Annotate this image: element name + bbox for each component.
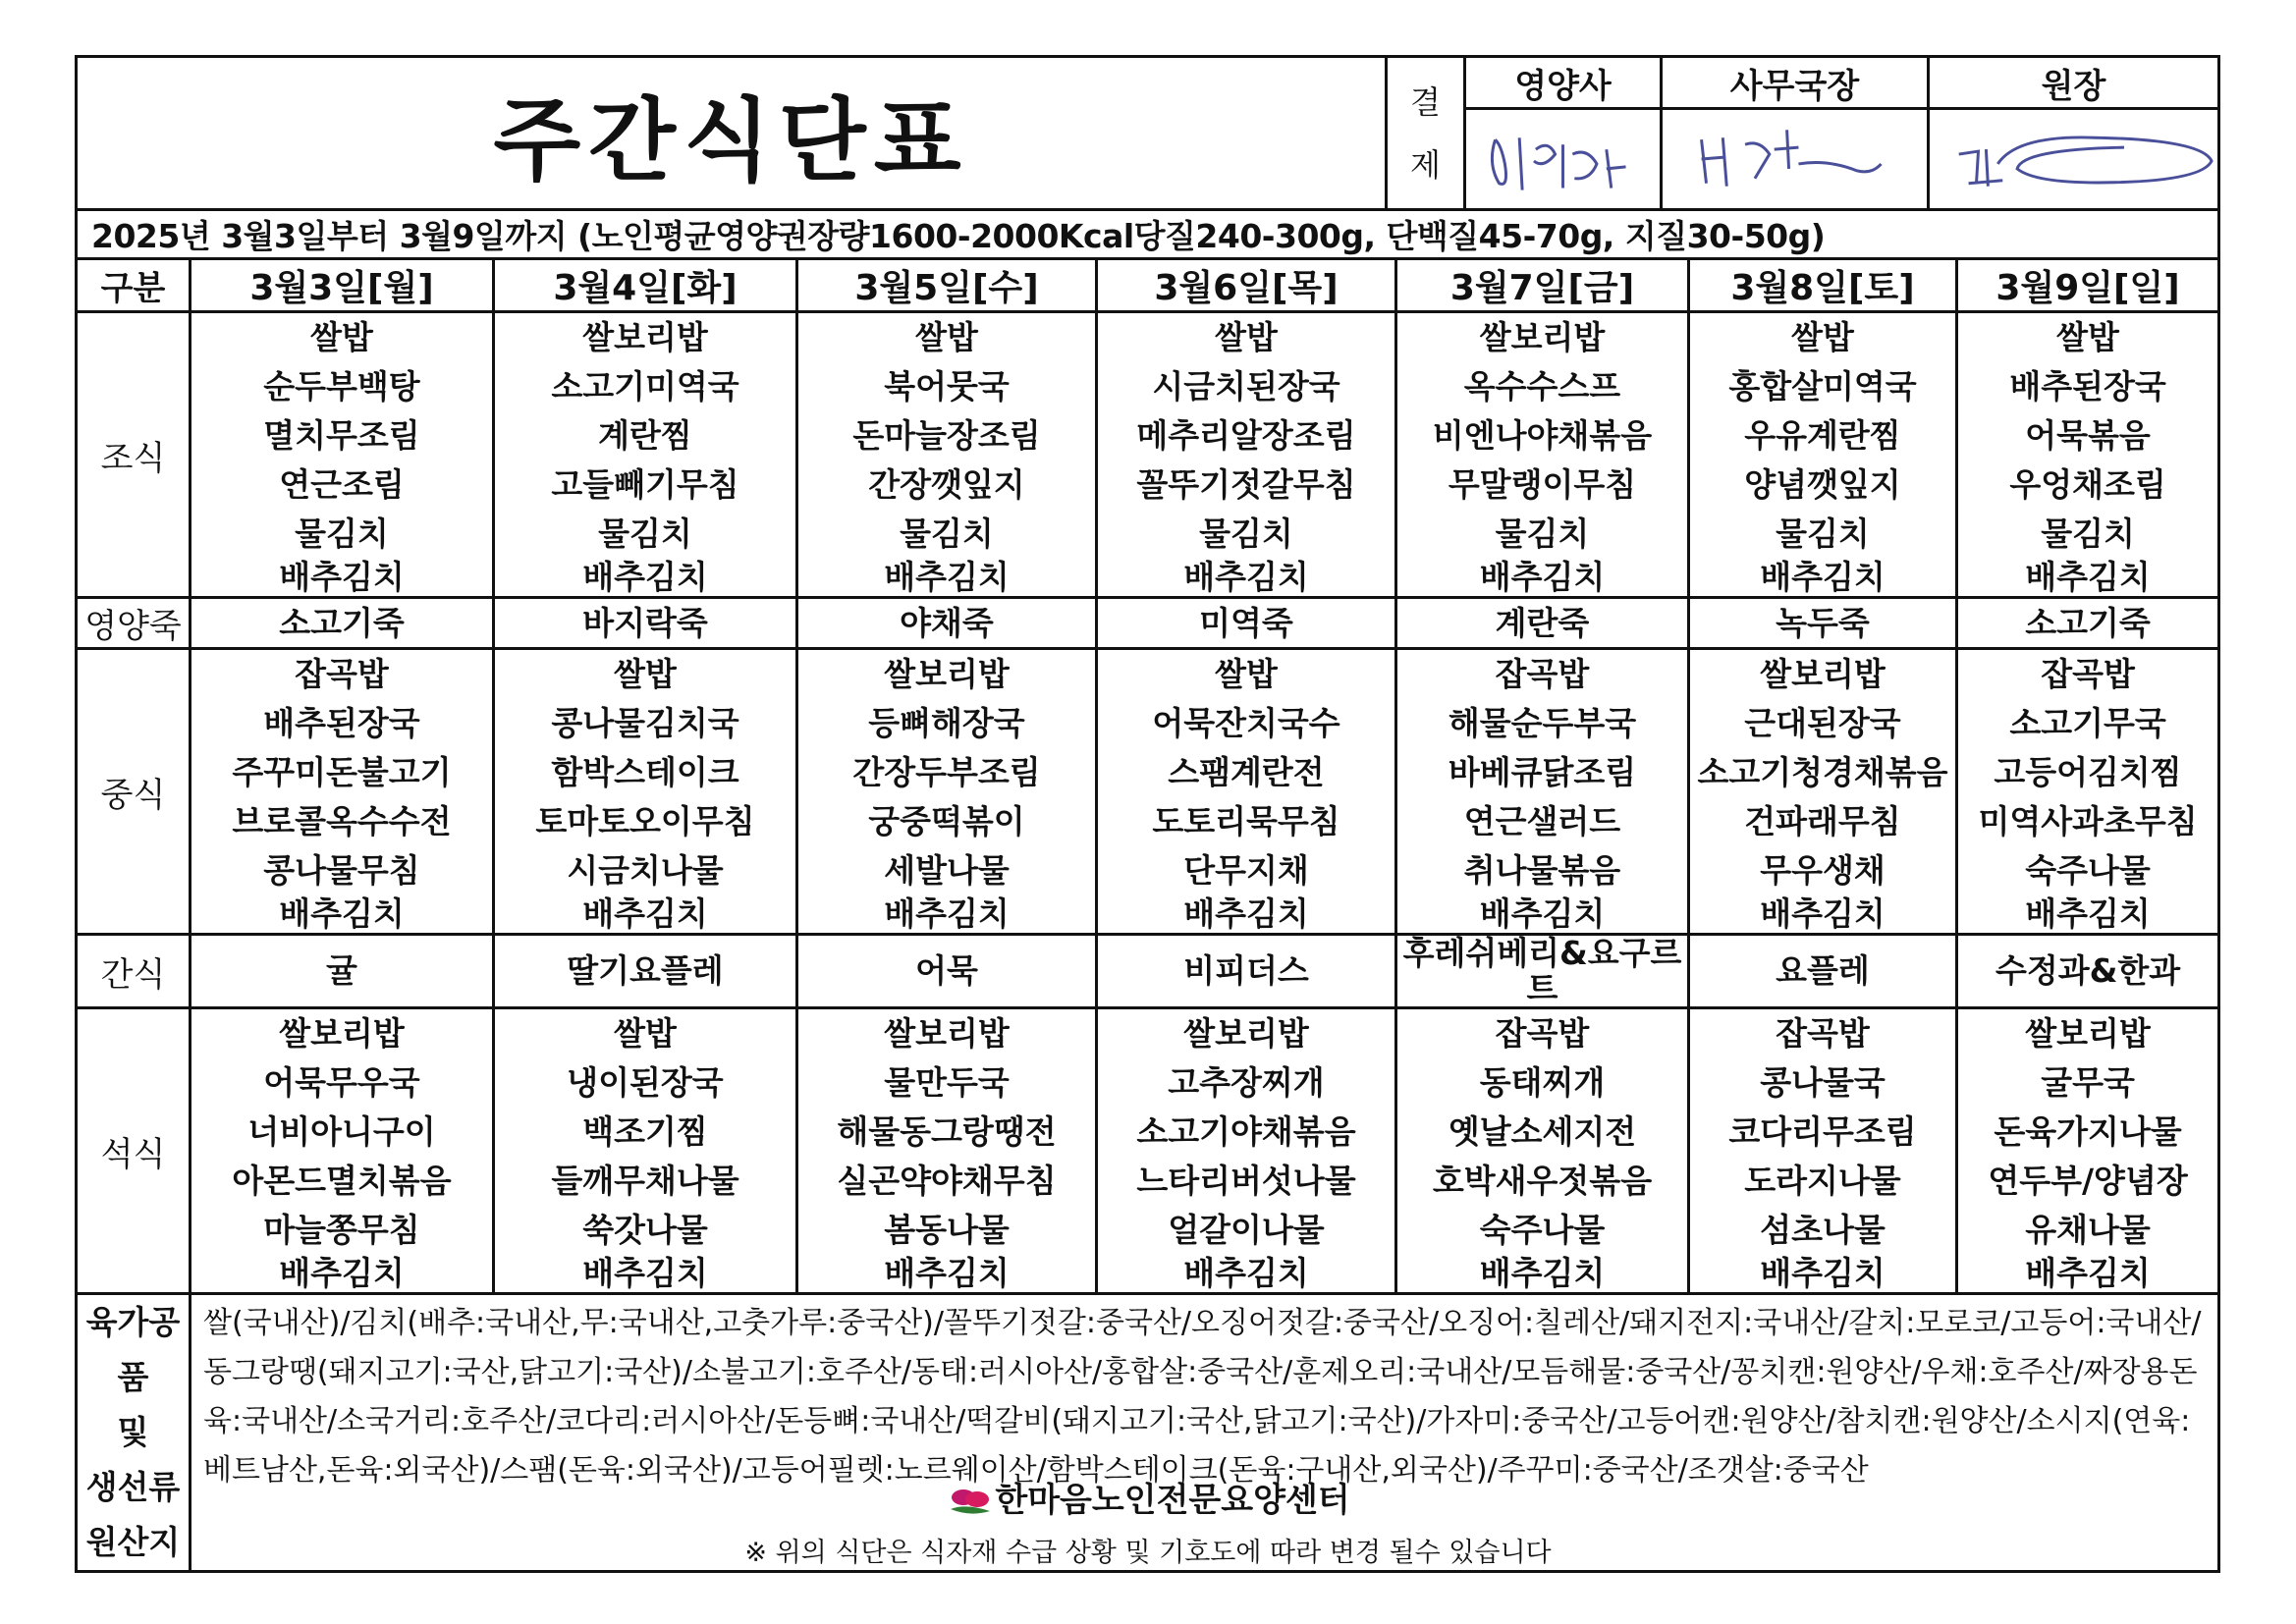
porridge-cell: 녹두죽 [1689,598,1957,649]
menu-item: 유채나물 [2025,1211,2151,1249]
dinner-cell [797,1008,1097,1294]
menu-item: 양념깻잎지 [1744,465,1901,504]
menu-item: 콩나물김치국 [551,704,739,742]
menu-item: 계란찜 [598,416,692,455]
menu-item: 쌀밥 [614,1014,677,1053]
menu-item: 물김치 [598,514,692,553]
menu-item: 연근조림 [279,465,405,504]
breakfast-cell [1396,312,1689,598]
menu-item: 고등어김치찜 [1994,753,2182,791]
menu-item: 너비아니구이 [247,1112,436,1151]
column-header-category: 구분 [77,259,191,312]
lunch-cell [1097,649,1396,935]
porridge-cell: 소고기죽 [1957,598,2219,649]
menu-item: 해물동그랑땡전 [837,1112,1057,1151]
menu-item: 배추김치 [1479,894,1606,933]
meal-label-breakfast: 조식 [77,312,191,598]
menu-item: 우유계란찜 [1744,416,1901,455]
menu-item: 옥수수스프 [1463,367,1621,406]
menu-item: 배추김치 [1760,558,1886,596]
menu-item: 스팸계란전 [1168,753,1325,791]
menu-item: 배추김치 [2025,1254,2151,1292]
menu-item: 꼴뚜기젓갈무침 [1136,465,1356,504]
menu-item: 숙주나물 [1479,1211,1606,1249]
origin-text: 쌀(국내산)/김치(배추:국내산,무:국내산,고춧가루:중국산)/꼴뚜기젓갈:중국산/오징어젓갈:중국산/오징어:칠레산/돼지전지:국내산/갈치:모로코/고등어:국내산/동그랑땡(돼지고기:국산,닭고기:국산)/소불고기:호주산/동태:러시아산/홍합살:중국산/훈제오리:국내산/모듬해물:중국산/꽁치캔:원양산/우채:호주산/짜장용돈육:국내산/소국거리:호주산/코다리:러시아산/돈등뼈:국내산/떡갈비(돼지고기:국산,닭고기:국산)/가자미:중국산/고등어캔:원양산/참치캔:원양산/소시지(연육:베트남산,돈육:외국산)/스팸(돈육:외국산)/고등어필렛:노르웨이산/함박스테이크(돈육:구내산,외국산)/주꾸미:중국산/조갯살:중국산 [191,1294,2219,1572]
menu-item: 바베큐닭조림 [1448,753,1637,791]
menu-item: 쌀밥 [915,318,978,356]
menu-item: 미역사과초무침 [1978,802,2198,840]
menu-item: 봄동나물 [884,1211,1010,1249]
menu-item: 배추김치 [884,1254,1010,1292]
menu-item: 쌀보리밥 [884,1014,1010,1053]
menu-item: 잡곡밥 [295,655,389,693]
menu-item: 배추김치 [884,558,1010,596]
menu-item: 홍합살미역국 [1728,367,1917,406]
meal-label-dinner: 석식 [77,1008,191,1294]
approval-label-bottom: 제 [1410,145,1441,184]
change-notice: ※ 위의 식단은 식자재 수급 상황 및 기호도에 따라 변경 될수 있습니다 [744,1538,1552,1568]
menu-item: 연근샐러드 [1463,802,1621,840]
menu-item: 느타리버섯나물 [1136,1162,1356,1200]
menu-item: 배추김치 [1183,1254,1309,1292]
menu-item: 돈마늘장조림 [852,416,1041,455]
breakfast-cell [494,312,797,598]
snack-cell: 귤 [191,935,494,1008]
menu-item: 아몬드멸치볶음 [232,1162,452,1200]
menu-item: 돈육가지나물 [1994,1112,2182,1151]
day-header: 3월6일[목] [1097,259,1396,312]
meal-label-porridge: 영양죽 [77,598,191,649]
signature-office-manager-mark [1663,110,1927,208]
approval-role-director: 원장 [1929,57,2219,109]
menu-item: 배추김치 [884,894,1010,933]
menu-item: 배추김치 [582,1254,708,1292]
menu-item: 메추리알장조림 [1136,416,1356,455]
menu-item: 해물순두부국 [1448,704,1637,742]
menu-item: 간장깻잎지 [868,465,1025,504]
menu-item: 물김치 [2041,514,2135,553]
period-and-nutrition: 2025년 3월3일부터 3월9일까지 (노인평균영양권장량1600-2000Kcal당질240-300g, 단백질45-70g, 지질30-50g) [77,210,2219,259]
breakfast-cell [191,312,494,598]
menu-item: 소고기청경채볶음 [1697,753,1948,791]
menu-item: 쌀보리밥 [2025,1014,2151,1053]
day-header: 3월7일[금] [1396,259,1689,312]
header-table [75,55,2220,211]
menu-item: 쌀보리밥 [279,1014,405,1053]
porridge-cell: 야채죽 [797,598,1097,649]
menu-item: 쌀밥 [1215,655,1278,693]
dinner-cell [494,1008,797,1294]
snack-cell: 비피더스 [1097,935,1396,1008]
signature-nutritionist [1465,109,1662,210]
page-title: 주간식단표 [77,57,1387,210]
breakfast-cell [1957,312,2219,598]
breakfast-cell [1689,312,1957,598]
snack-cell: 어묵 [797,935,1097,1008]
menu-item: 단무지채 [1183,851,1309,890]
snack-cell: 후레쉬베리&요구르트 [1396,935,1689,1008]
day-header: 3월4일[화] [494,259,797,312]
menu-item: 배추김치 [279,894,405,933]
menu-item: 배추김치 [279,558,405,596]
menu-item: 함박스테이크 [551,753,739,791]
menu-item: 배추김치 [1479,558,1606,596]
breakfast-cell [797,312,1097,598]
menu-item: 도토리묵무침 [1152,802,1340,840]
menu-item: 배추김치 [582,894,708,933]
menu-item: 배추김치 [1183,894,1309,933]
menu-item: 냉이된장국 [567,1063,724,1102]
menu-item: 토마토오이무침 [535,802,755,840]
dinner-cell [1097,1008,1396,1294]
menu-item: 배추된장국 [263,704,420,742]
menu-item: 근대된장국 [1744,704,1901,742]
menu-item: 고들빼기무침 [551,465,739,504]
porridge-cell: 계란죽 [1396,598,1689,649]
menu-item: 고추장찌개 [1168,1063,1325,1102]
menu-item: 건파래무침 [1744,802,1901,840]
menu-item: 소고기무국 [2009,704,2166,742]
menu-item: 주꾸미돈불고기 [232,753,452,791]
approval-label [1387,57,1465,210]
menu-item: 연두부/양념장 [1988,1162,2188,1200]
menu-item: 무말랭이무침 [1448,465,1637,504]
day-header: 3월8일[토] [1689,259,1957,312]
menu-item: 물김치 [295,514,389,553]
menu-item: 북어뭇국 [884,367,1010,406]
menu-item: 굴무국 [2041,1063,2135,1102]
porridge-cell: 미역죽 [1097,598,1396,649]
menu-item: 얼갈이나물 [1168,1211,1325,1249]
dinner-row [77,1008,2219,1294]
approval-role-office-manager: 사무국장 [1662,57,1929,109]
porridge-cell: 소고기죽 [191,598,494,649]
menu-item: 백조기찜 [582,1112,708,1151]
menu-item: 궁중떡볶이 [868,802,1025,840]
menu-item: 도라지나물 [1744,1162,1901,1200]
lunch-cell [1957,649,2219,935]
approval-label-top: 결 [1410,82,1441,121]
signature-director-mark [1930,110,2217,208]
menu-item: 잡곡밥 [1495,655,1590,693]
menu-item: 들깨무채나물 [551,1162,739,1200]
menu-item: 코다리무조림 [1728,1112,1917,1151]
footer [0,1469,2296,1569]
menu-item: 배추김치 [2025,894,2151,933]
menu-item: 소고기야채볶음 [1136,1112,1356,1151]
menu-item: 잡곡밥 [1495,1014,1590,1053]
menu-item: 멸치무조림 [263,416,420,455]
menu-item: 시금치된장국 [1152,367,1340,406]
menu-item: 실곤약야채무침 [837,1162,1057,1200]
snack-row [77,935,2219,1008]
menu-item: 잡곡밥 [2041,655,2135,693]
approval-role-nutritionist: 영양사 [1465,57,1662,109]
lunch-cell [191,649,494,935]
origin-label-line: 생선류 원산지 [85,1468,181,1561]
breakfast-cell [1097,312,1396,598]
meal-label-lunch: 중식 [77,649,191,935]
dinner-cell [1957,1008,2219,1294]
signature-office-manager [1662,109,1929,210]
menu-item: 시금치나물 [567,851,724,890]
menu-item: 순두부백탕 [263,367,420,406]
menu-item: 쌀밥 [614,655,677,693]
menu-item: 쌀보리밥 [884,655,1010,693]
menu-item: 배추된장국 [2009,367,2166,406]
lunch-row [77,649,2219,935]
menu-item: 콩나물무침 [263,851,420,890]
menu-item: 콩나물국 [1760,1063,1886,1102]
menu-item: 어묵볶음 [2025,416,2151,455]
menu-item: 호박새우젓볶음 [1432,1162,1653,1200]
signature-director [1929,109,2219,210]
menu-item: 쌀보리밥 [1479,318,1606,356]
dinner-cell [191,1008,494,1294]
facility-name-line [0,1473,2296,1521]
menu-item: 마늘쫑무침 [263,1211,420,1249]
menu-item: 어묵무우국 [263,1063,420,1102]
menu-item: 쌀보리밥 [1183,1014,1309,1053]
day-header: 3월9일[일] [1957,259,2219,312]
menu-item: 쑥갓나물 [582,1211,708,1249]
menu-item: 무우생채 [1760,851,1886,890]
menu-item: 물김치 [1199,514,1293,553]
lunch-cell [1396,649,1689,935]
menu-item: 배추김치 [1183,558,1309,596]
day-header: 3월5일[수] [797,259,1097,312]
menu-item: 비엔나야채볶음 [1432,416,1653,455]
menu-item: 잡곡밥 [1776,1014,1870,1053]
menu-item: 쌀밥 [310,318,373,356]
porridge-cell: 바지락죽 [494,598,797,649]
menu-item: 옛날소세지전 [1448,1112,1637,1151]
menu-item: 간장두부조림 [852,753,1041,791]
meal-label-snack: 간식 [77,935,191,1008]
breakfast-row [77,312,2219,598]
menu-item: 배추김치 [279,1254,405,1292]
facility-name: 한마음노인전문요양센터 [995,1481,1350,1520]
menu-item: 배추김치 [2025,558,2151,596]
menu-item: 쌀보리밥 [582,318,708,356]
day-header: 3월3일[월] [191,259,494,312]
dinner-cell [1689,1008,1957,1294]
menu-table [75,208,2220,1573]
menu-item: 우엉채조림 [2009,465,2166,504]
menu-item: 어묵잔치국수 [1152,704,1340,742]
lunch-cell [797,649,1097,935]
origin-label-line: 육가공품 [85,1303,181,1396]
menu-item: 물만두국 [884,1063,1010,1102]
menu-item: 동태찌개 [1479,1063,1606,1102]
menu-item: 소고기미역국 [551,367,739,406]
porridge-row [77,598,2219,649]
menu-item: 세발나물 [884,851,1010,890]
menu-item: 브로콜옥수수전 [232,802,452,840]
flower-logo-icon [946,1486,995,1519]
menu-item: 배추김치 [1479,1254,1606,1292]
snack-cell: 요플레 [1689,935,1957,1008]
snack-cell: 수정과&한과 [1957,935,2219,1008]
lunch-cell [1689,649,1957,935]
menu-item: 쌀밥 [1791,318,1854,356]
menu-item: 배추김치 [582,558,708,596]
menu-item: 취나물볶음 [1463,851,1621,890]
origin-label-line: 및 [117,1413,149,1451]
menu-item: 배추김치 [1760,1254,1886,1292]
menu-item: 물김치 [1495,514,1590,553]
menu-item: 쌀밥 [2056,318,2119,356]
menu-item: 쌀밥 [1215,318,1278,356]
signature-nutritionist-mark [1466,110,1660,208]
lunch-cell [494,649,797,935]
snack-cell: 딸기요플레 [494,935,797,1008]
menu-item: 섬초나물 [1760,1211,1886,1249]
menu-item: 물김치 [1776,514,1870,553]
menu-item: 물김치 [900,514,994,553]
dinner-cell [1396,1008,1689,1294]
menu-item: 배추김치 [1760,894,1886,933]
menu-item: 등뼈해장국 [868,704,1025,742]
menu-item: 쌀보리밥 [1760,655,1886,693]
menu-item: 숙주나물 [2025,851,2151,890]
